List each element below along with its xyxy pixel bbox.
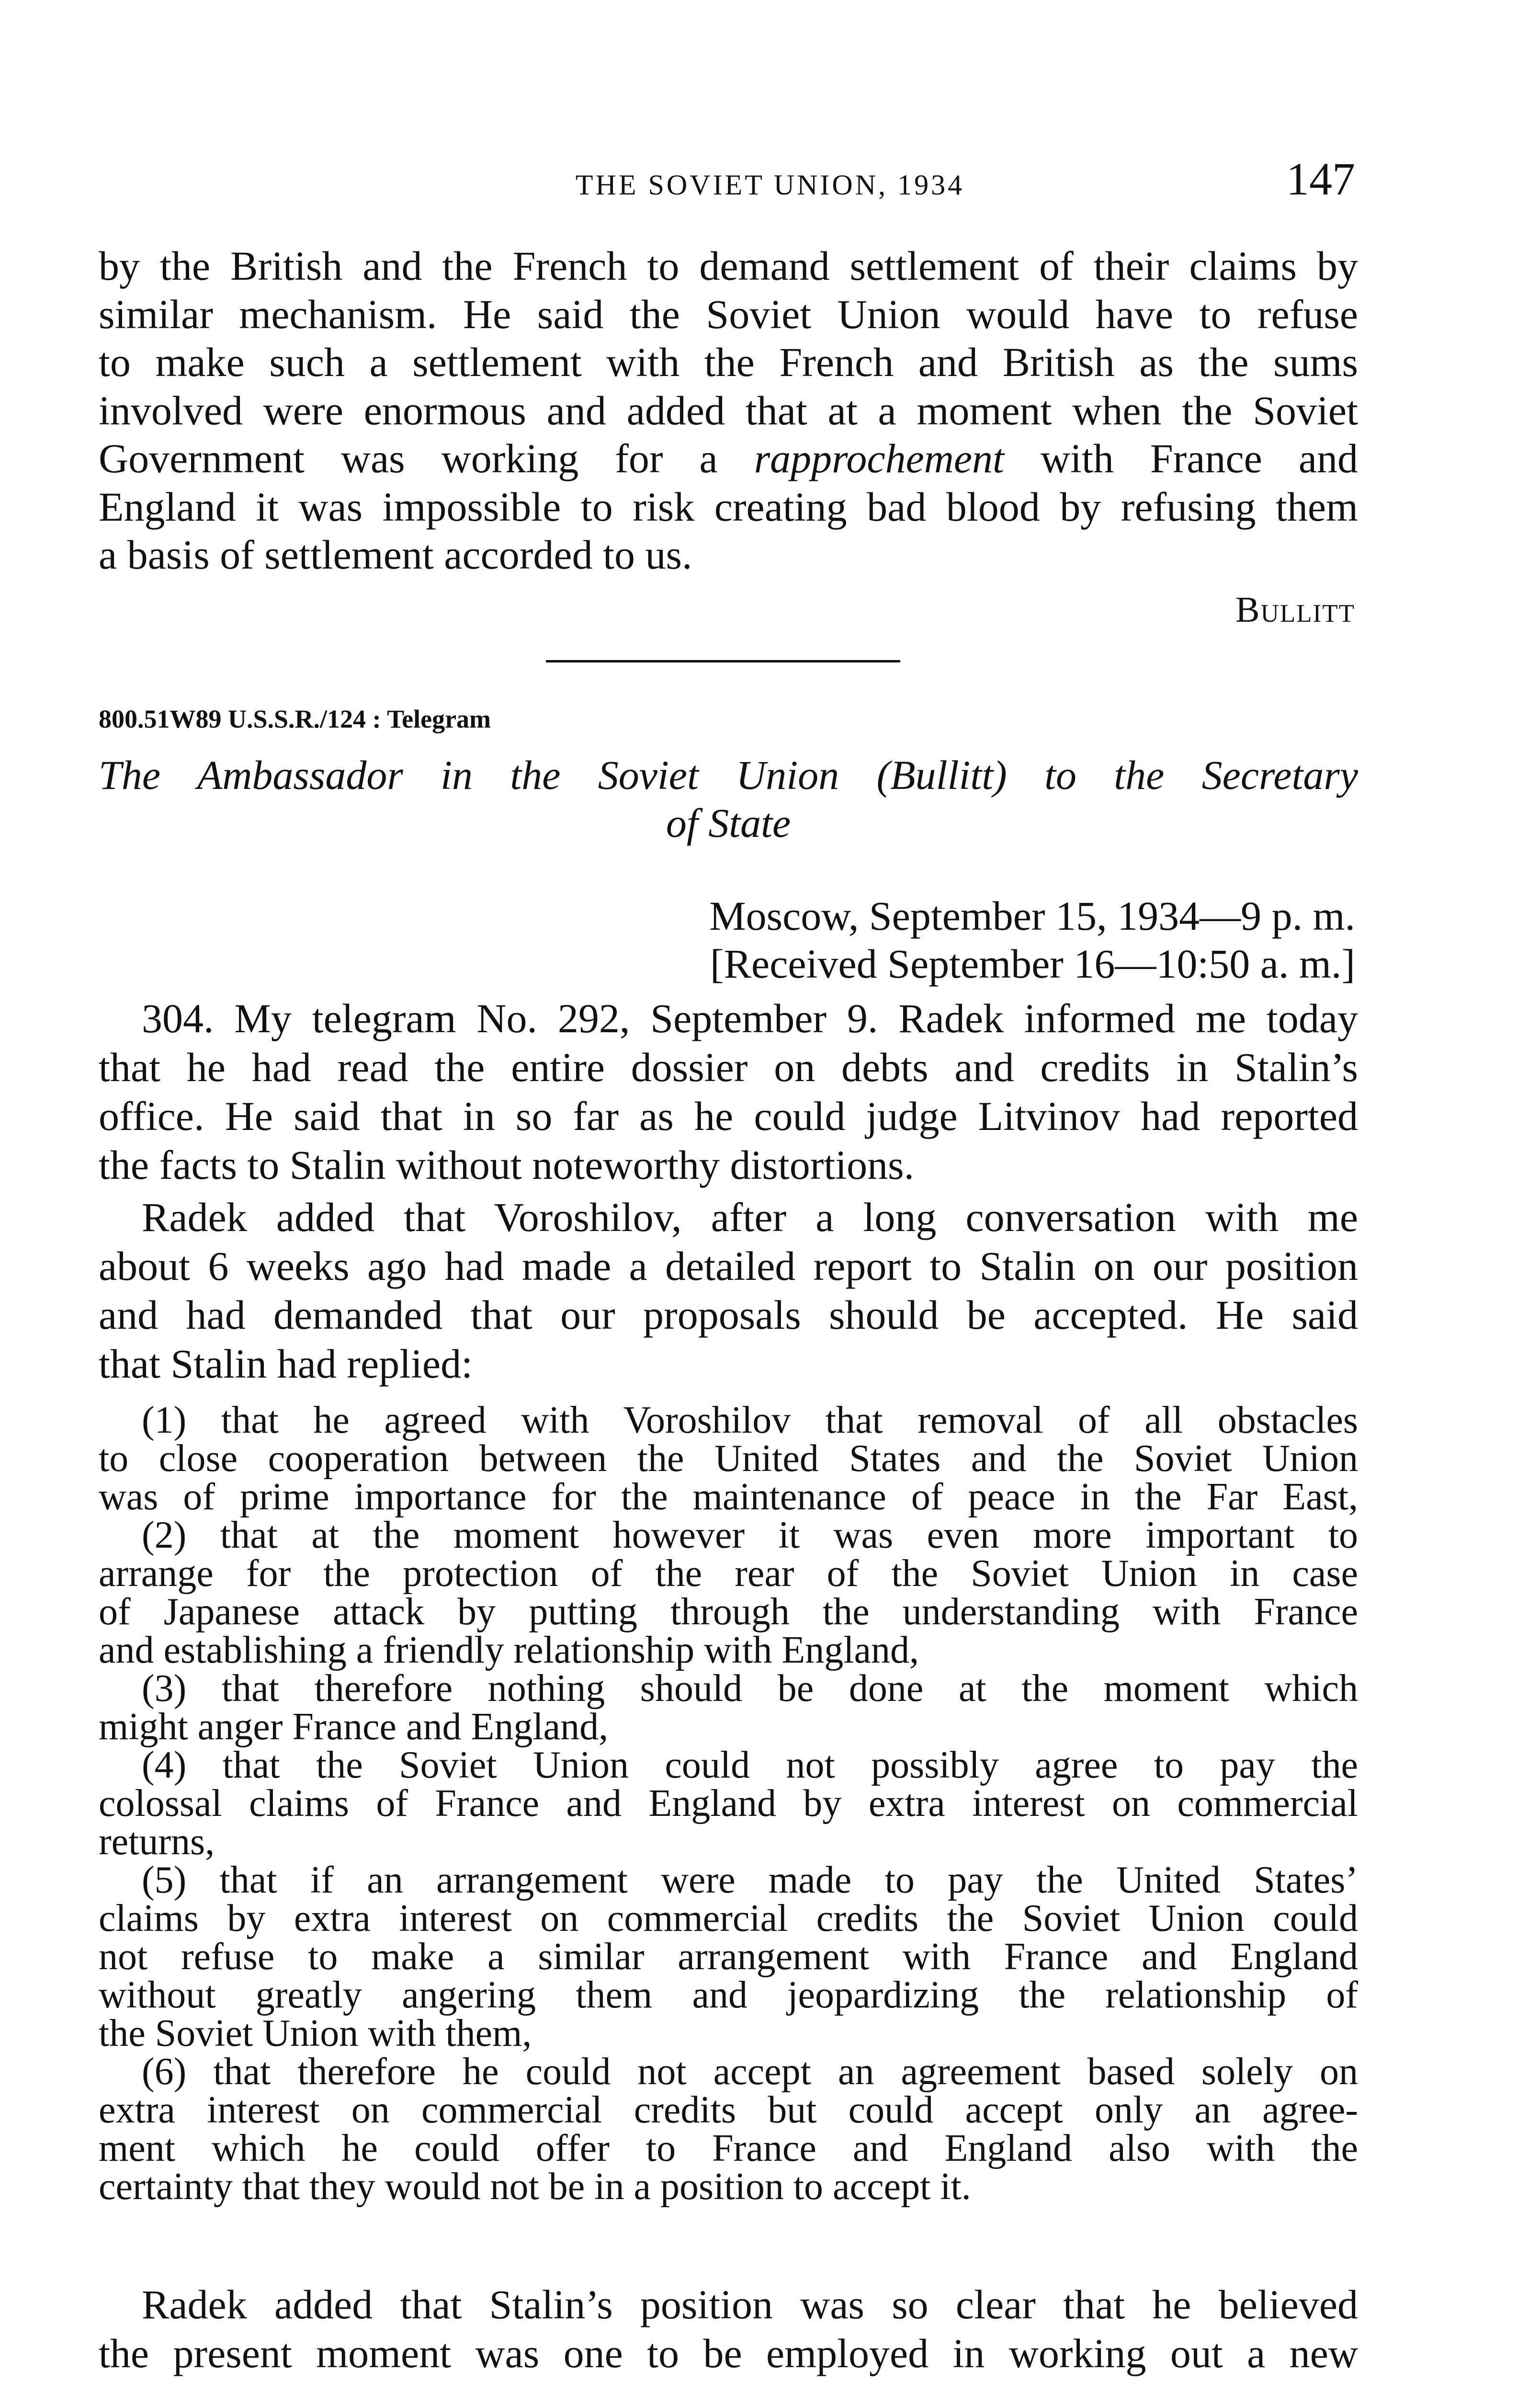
list-item	[99, 1861, 1358, 2053]
running-title: THE SOVIET UNION, 1934	[575, 169, 965, 201]
title-line: of State	[666, 800, 791, 846]
text-line: and had demanded that our proposals should be accepted. He said	[99, 1292, 1358, 1338]
text-line: of Japanese attack by putting through the understanding with France	[99, 1591, 1358, 1633]
text-line: similar mechanism. He said the Soviet Union would have to refuse	[99, 291, 1358, 337]
paragraph-1	[99, 994, 1358, 1189]
text-line: that Stalin had replied:	[99, 1341, 473, 1387]
text-line: colossal claims of France and England by extra interest on commercial	[99, 1782, 1358, 1825]
text-line: certainty that they would not be in a position to accept it.	[99, 2166, 971, 2208]
text-line: the Soviet Union with them,	[99, 2012, 532, 2054]
text-line: (6) that therefore he could not accept an agreement based solely on	[142, 2051, 1358, 2093]
text-line: (5) that if an arrangement were made to pay the United States’	[142, 1859, 1358, 1901]
place-date: Moscow, September 15, 1934—9 p. m.	[709, 893, 1355, 939]
file-reference	[99, 704, 491, 734]
section-divider	[546, 660, 900, 662]
list-item	[99, 2053, 1358, 2206]
text-line: that he had read the entire dossier on debts and credits in Stalin’s	[99, 1044, 1358, 1090]
text-line: to close cooperation between the United States and the Soviet Union	[99, 1437, 1358, 1480]
text-fragment: Government was working for a	[99, 435, 754, 481]
list-item	[99, 1516, 1358, 1669]
text-line: without greatly angering them and jeopardizing the relationship of	[99, 1974, 1358, 2016]
document-type: : Telegram	[372, 705, 491, 733]
list-item	[99, 1669, 1358, 1746]
continuation-paragraph	[99, 242, 1358, 579]
italic-word: rapprochement	[754, 435, 1004, 481]
text-line: claims by extra interest on commercial credits the Soviet Union could	[99, 1897, 1358, 1939]
list-item	[99, 1401, 1358, 1516]
title-line: The Ambassador in the Soviet Union (Bullitt) to the Secretary	[99, 752, 1358, 798]
text-line: by the British and the French to demand settlement of their claims by	[99, 243, 1358, 289]
text-line: (1) that he agreed with Voroshilov that removal of all obstacles	[142, 1399, 1358, 1441]
document-title	[99, 751, 1358, 847]
text-line: about 6 weeks ago had made a detailed report to Stalin on our position	[99, 1243, 1358, 1289]
text-line: 304. My telegram No. 292, September 9. Radek informed me today	[142, 995, 1358, 1041]
text-line: Radek added that Stalin’s position was so clear that he believed	[142, 2281, 1358, 2327]
text-line: (2) that at the moment however it was even more important to	[142, 1514, 1358, 1556]
text-line: to make such a settlement with the French and British as the sums	[99, 339, 1358, 385]
text-line: might anger France and England,	[99, 1706, 609, 1748]
text-line: returns,	[99, 1821, 215, 1863]
paragraph-2	[99, 1193, 1358, 1388]
paragraph-3	[99, 2280, 1358, 2378]
text-line: office. He said that in so far as he could judge Litvinov had reported	[99, 1093, 1358, 1139]
text-line-with-italic	[99, 434, 1358, 483]
text-line: involved were enormous and added that at a moment when the Soviet	[99, 387, 1358, 433]
list-item	[99, 1746, 1358, 1861]
text-line: not refuse to make a similar arrangement with France and England	[99, 1936, 1358, 1978]
text-line: extra interest on commercial credits but could accept only an agree-	[99, 2089, 1358, 2131]
received-note: [Received September 16—10:50 a. m.]	[710, 941, 1355, 987]
dateline	[709, 892, 1355, 988]
text-line: and establishing a friendly relationship with England,	[99, 1629, 919, 1671]
numbered-list	[99, 1401, 1358, 2206]
text-line: the present moment was one to be employed in working out a new	[99, 2330, 1358, 2376]
text-line: arrange for the protection of the rear of the Soviet Union in case	[99, 1552, 1358, 1595]
text-line: England it was impossible to risk creating bad blood by refusing them	[99, 483, 1358, 530]
signature: Bullitt	[1235, 590, 1355, 630]
text-line: was of prime importance for the maintenance of peace in the Far East,	[99, 1476, 1358, 1518]
page-number: 147	[1286, 153, 1355, 205]
text-line: ment which he could offer to France and England also with the	[99, 2127, 1358, 2169]
text-line: the facts to Stalin without noteworthy distortions.	[99, 1142, 915, 1188]
text-fragment: with France and	[1004, 435, 1358, 481]
text-line: Radek added that Voroshilov, after a long conversation with me	[142, 1194, 1358, 1240]
file-number: 800.51W89 U.S.S.R./124	[99, 705, 366, 733]
text-line: a basis of settlement accorded to us.	[99, 532, 692, 578]
text-line: (4) that the Soviet Union could not possibly agree to pay the	[142, 1744, 1358, 1786]
text-line: (3) that therefore nothing should be done at the moment which	[142, 1667, 1358, 1710]
